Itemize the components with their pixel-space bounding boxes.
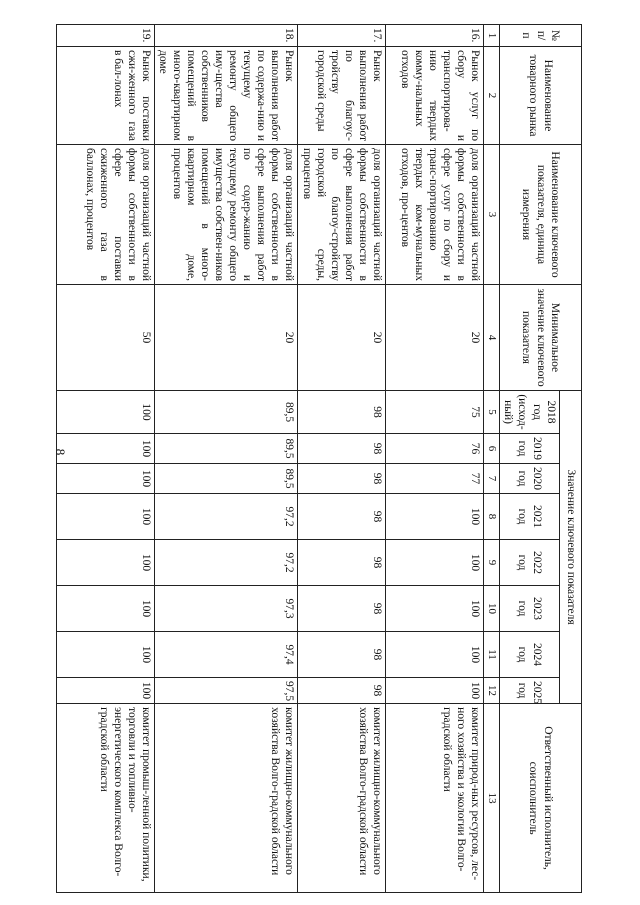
header-num: № п/п: [500, 25, 582, 47]
header-year: 2020 год: [500, 464, 560, 494]
column-number: 11: [483, 632, 499, 678]
year-value: 97,3: [155, 586, 298, 632]
market-name: Рынок выполнения работ по содержа-нию и текущему ремонту общего иму-щества собственников помещений в много-квартирном доме: [155, 47, 298, 145]
indicator-name: доля организаций частной формы собственности в сфере услуг по сбору и транс-портированию твердых ком-мунальных отходов, про-центов: [385, 145, 483, 285]
row-num: 17.: [298, 25, 385, 47]
min-value: 20: [298, 285, 385, 391]
market-name: Рынок услуг по сбору и транспортирова-нию твердых комму-нальных отходов: [385, 47, 483, 145]
year-value: 100: [385, 586, 483, 632]
year-value: 89,5: [155, 464, 298, 494]
year-value: 100: [385, 494, 483, 540]
year-value: 98: [298, 586, 385, 632]
min-value: 50: [57, 285, 155, 391]
indicator-name: доля организаций частной формы собственности в сфере выполнения работ по благоу-стройству городской среды, процентов: [298, 145, 385, 285]
year-value: 100: [385, 678, 483, 704]
header-year: 2025 год: [500, 678, 560, 704]
min-value: 20: [385, 285, 483, 391]
market-name: Рынок поставки сжи-женного газа в бал-лонах: [57, 47, 155, 145]
min-value: 20: [155, 285, 298, 391]
year-value: 97,2: [155, 540, 298, 586]
row-num: 18.: [155, 25, 298, 47]
year-value: 97,2: [155, 494, 298, 540]
column-number: 4: [483, 285, 499, 391]
market-name: Рынок выполнения работ по благоус-тройству городской среды: [298, 47, 385, 145]
column-number: 12: [483, 678, 499, 704]
header-values-group: Значение ключевого показателя: [560, 391, 582, 704]
header-indicator: Наименование ключевого показателя, единица измерения: [500, 145, 582, 285]
year-value: 100: [57, 632, 155, 678]
year-value: 100: [57, 678, 155, 704]
header-year: 2021 год: [500, 494, 560, 540]
page-number: 8: [53, 448, 68, 456]
year-value: 89,5: [155, 434, 298, 464]
row-num: 16.: [385, 25, 483, 47]
year-value: 100: [57, 540, 155, 586]
kpi-table-sheet: [62, 24, 582, 892]
year-value: 98: [298, 391, 385, 434]
responsible: комитет промыш-ленной политики, торговли и топливно-энергетического комплекса Волго-градской области: [57, 704, 155, 893]
year-value: 97,4: [155, 632, 298, 678]
row-num: 19.: [57, 25, 155, 47]
year-value: 77: [385, 464, 483, 494]
column-number: 7: [483, 464, 499, 494]
year-value: 97,5: [155, 678, 298, 704]
year-value: 100: [385, 632, 483, 678]
header-year: 2018 год (исход-ный): [500, 391, 560, 434]
year-value: 100: [57, 464, 155, 494]
responsible: комитет жилищно-коммунального хозяйства Волго-градской области: [298, 704, 385, 893]
column-number-row: [483, 25, 499, 893]
column-number: 1: [483, 25, 499, 47]
header-year: 2019 год: [500, 434, 560, 464]
header-year: 2022 год: [500, 540, 560, 586]
header-market: Наименование товарного рынка: [500, 47, 582, 145]
table-row: [385, 25, 483, 893]
column-number: 3: [483, 145, 499, 285]
column-number: 2: [483, 47, 499, 145]
column-number: 8: [483, 494, 499, 540]
year-value: 100: [57, 391, 155, 434]
column-number: 5: [483, 391, 499, 434]
header-responsible: Ответственный исполнитель, соисполнитель: [500, 704, 582, 893]
year-value: 75: [385, 391, 483, 434]
year-value: 100: [57, 494, 155, 540]
column-number: 13: [483, 704, 499, 893]
column-number: 6: [483, 434, 499, 464]
header-year: 2024 год: [500, 632, 560, 678]
year-value: 100: [57, 586, 155, 632]
year-value: 98: [298, 494, 385, 540]
year-value: 98: [298, 632, 385, 678]
year-value: 89,5: [155, 391, 298, 434]
responsible: комитет жилищно-коммунального хозяйства Волго-градской области: [155, 704, 298, 893]
year-value: 98: [298, 434, 385, 464]
table-row: [298, 25, 385, 893]
indicator-name: доля организаций частной формы собственности в сфере поставки сжиженного газа в баллонах, процентов: [57, 145, 155, 285]
table-row: [155, 25, 298, 893]
responsible: комитет природ-ных ресурсов, лес-ного хозяйства и экологии Волго-градской области: [385, 704, 483, 893]
year-value: 98: [298, 464, 385, 494]
column-number: 10: [483, 586, 499, 632]
year-value: 100: [57, 434, 155, 464]
year-value: 98: [298, 678, 385, 704]
kpi-table: [56, 24, 582, 893]
year-value: 100: [385, 540, 483, 586]
header-min-value: Минимальное значение ключевого показателя: [500, 285, 582, 391]
year-value: 98: [298, 540, 385, 586]
table-row: [57, 25, 155, 893]
indicator-name: доля организаций частной формы собственности в сфере выполнения работ по содер-жанию и текущему ремонту общего имущества собствен-ников помещений в много-квартирном доме, процентов: [155, 145, 298, 285]
header-year: 2023 год: [500, 586, 560, 632]
year-value: 76: [385, 434, 483, 464]
column-number: 9: [483, 540, 499, 586]
